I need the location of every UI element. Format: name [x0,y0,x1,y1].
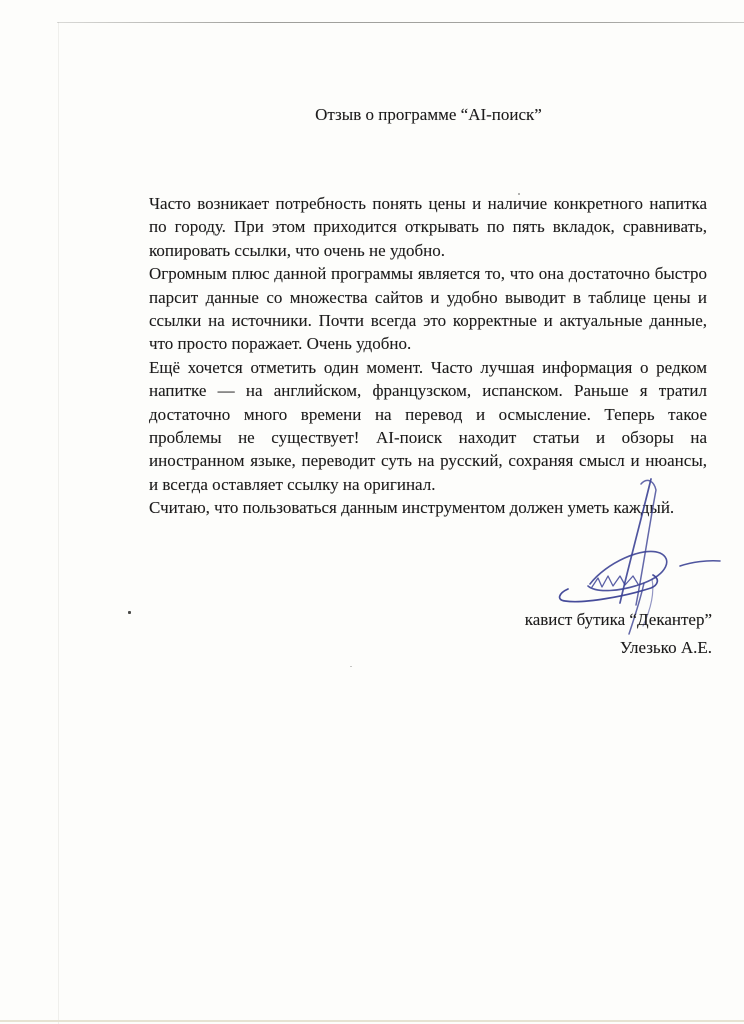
scan-artifact-bottom-edge [0,1020,744,1022]
scan-speck [350,666,352,667]
paragraph: Часто возникает потребность понять цены и наличие конкретного напитка по городу. При этом приходится открывать по пять вкладок, сравнивать, копировать ссылки, что очень не удобно. [149,194,707,260]
closing-block [312,606,712,662]
signer-role: кавист бутика “Декантер” [524,610,712,629]
paragraph: Считаю, что пользоваться данным инструментом должен уметь каждый. [149,498,675,518]
scan-artifact-top-line [57,22,744,23]
signer-name: Улезько А.Е. [619,638,712,657]
document-title: Отзыв о программе “AI-поиск” [315,105,542,124]
scan-speck [128,611,131,614]
scan-artifact-left-line [58,22,59,1024]
paragraph: Ещё хочется отметить один момент. Часто лучшая информация о редком напитке — на английском, французском, испанском. Раньше я тратил достаточно много времени на перевод и осмысление. Теперь такое проблемы не существует! AI-поиск находит статьи и обзоры на иностранном языке, переводит суть на русский, сохраняя смысл и нюансы, и всегда оставляет ссылку на оригинал. [149,357,707,494]
paragraph: Огромным плюс данной программы является то, что она достаточно быстро парсит данные со множества сайтов и удобно выводит в таблице цены и ссылки на источники. Почти всегда это корректные и актуальные данные, что просто поражает. Очень удобно. [149,264,707,354]
